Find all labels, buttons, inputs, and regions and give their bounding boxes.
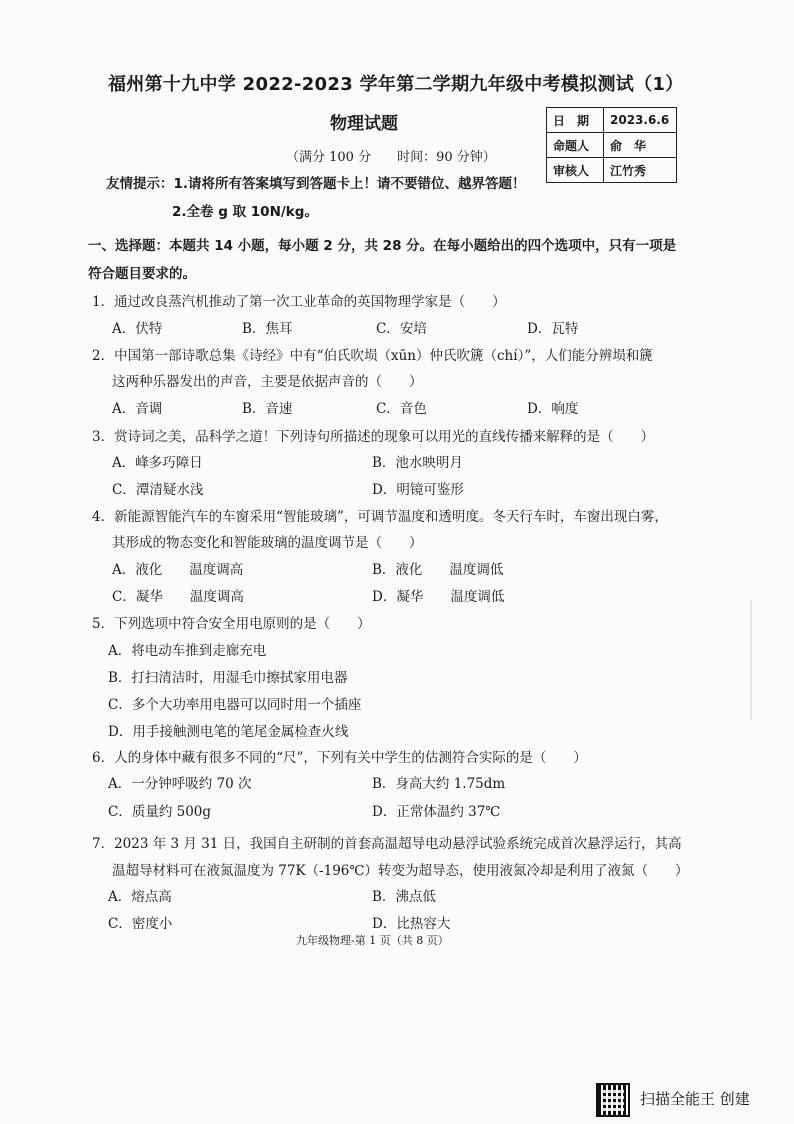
- tip-line-2: 2.全卷 g 取 10N/kg。: [172, 204, 318, 220]
- question-3-stem: 3．赏诗词之美，品科学之道！下列诗句所描述的现象可以用光的直线传播来解释的是（ ）: [92, 429, 655, 445]
- section-heading-line1: 一、选择题：本题共 14 小题，每小题 2 分，共 28 分。在每小题给出的四个选项中，只有一项是: [88, 238, 677, 254]
- section-heading-line2: 符合题目要求的。: [88, 266, 196, 282]
- question-7-stem: 7．2023 年 3 月 31 日，我国自主研制的首套高温超导电动悬浮试验系统完成首次悬浮运行，其高: [92, 836, 682, 852]
- q4-option-d: D．凝华 温度调低: [372, 589, 505, 605]
- q1-option-d: D．瓦特: [527, 321, 579, 337]
- tip-line-1: 友情提示：1.请将所有答案填写到答题卡上！请不要错位、越界答题！: [106, 176, 526, 192]
- q3-option-c: C．潭清疑水浅: [112, 482, 204, 498]
- question-6-stem: 6．人的身体中藏有很多不同的“尺”，下列有关中学生的估测符合实际的是（ ）: [92, 750, 587, 766]
- q5-option-d: D．用手接触测电笔的笔尾金属检查火线: [108, 724, 349, 740]
- q6-option-d: D．正常体温约 37℃: [372, 804, 501, 820]
- q3-option-d: D．明镜可鉴形: [372, 482, 464, 498]
- exam-title: 福州第十九中学 2022-2023 学年第二学期九年级中考模拟测试（1）: [108, 74, 684, 95]
- q7-option-b: B．沸点低: [372, 889, 436, 905]
- q2-option-c: C．音色: [376, 401, 427, 417]
- q7-option-a: A．熔点高: [108, 889, 172, 905]
- question-4-stem: 4．新能源智能汽车的车窗采用“智能玻璃”，可调节温度和透明度。冬天行车时，车窗出现白雾，: [92, 509, 668, 525]
- info-value: 江竹秀: [604, 158, 677, 183]
- q1-option-c: C．安培: [376, 321, 427, 337]
- info-table: [546, 107, 677, 183]
- q1-option-a: A．伏特: [112, 321, 163, 337]
- scan-shadow: [750, 600, 752, 720]
- q6-option-b: B．身高大约 1.75dm: [372, 776, 506, 792]
- info-label: 审核人: [547, 158, 604, 183]
- q5-option-b: B．打扫清洁时，用湿毛巾擦拭家用电器: [108, 670, 348, 686]
- q4-option-c: C．凝华 温度调高: [112, 589, 244, 605]
- q2-option-a: A．音调: [112, 401, 163, 417]
- info-label: 日 期: [547, 108, 604, 133]
- q3-option-b: B．池水映明月: [372, 455, 463, 471]
- info-label: 命题人: [547, 133, 604, 158]
- q2-option-b: B．音速: [242, 401, 293, 417]
- q2-option-d: D．响度: [527, 401, 579, 417]
- q5-option-c: C．多个大功率用电器可以同时用一个插座: [108, 697, 362, 713]
- qr-code-icon: [596, 1083, 630, 1117]
- exam-meta: （满分 100 分 时间：90 分钟）: [286, 150, 496, 165]
- question-2-stem-cont: 这两种乐器发出的声音，主要是依据声音的（ ）: [112, 374, 423, 390]
- q3-option-a: A．峰多巧障日: [112, 455, 203, 471]
- info-row: [547, 108, 677, 133]
- exam-subtitle: 物理试题: [330, 114, 398, 134]
- info-row: [547, 158, 677, 183]
- q6-option-c: C．质量约 500g: [108, 804, 212, 820]
- info-row: [547, 133, 677, 158]
- info-value: 2023.6.6: [604, 108, 677, 133]
- q1-option-b: B．焦耳: [242, 321, 293, 337]
- q4-option-b: B．液化 温度调低: [372, 562, 504, 578]
- page-footer: 九年级物理-第 1 页（共 8 页）: [296, 934, 449, 947]
- q6-option-a: A．一分钟呼吸约 70 次: [108, 776, 252, 792]
- q7-option-c: C．密度小: [108, 916, 173, 932]
- scanner-watermark: 扫描全能王 创建: [640, 1090, 750, 1108]
- question-4-stem-cont: 其形成的物态变化和智能玻璃的温度调节是（ ）: [112, 535, 423, 551]
- question-5-stem: 5．下列选项中符合安全用电原则的是（ ）: [92, 616, 371, 632]
- info-value: 俞 华: [604, 133, 677, 158]
- q7-option-d: D．比热容大: [372, 916, 451, 932]
- question-7-stem-cont: 温超导材料可在液氮温度为 77K（-196℃）转变为超导态，使用液氮冷却是利用了液氮（ ）: [112, 863, 689, 879]
- q4-option-a: A．液化 温度调高: [112, 562, 244, 578]
- question-1-stem: 1．通过改良蒸汽机推动了第一次工业革命的英国物理学家是（ ）: [92, 294, 506, 310]
- question-2-stem: 2．中国第一部诗歌总集《诗经》中有“伯氏吹埙（xūn）仲氏吹篪（chí）”，人们能分辨埙和篪: [92, 348, 653, 364]
- q5-option-a: A．将电动车推到走廊充电: [108, 643, 267, 659]
